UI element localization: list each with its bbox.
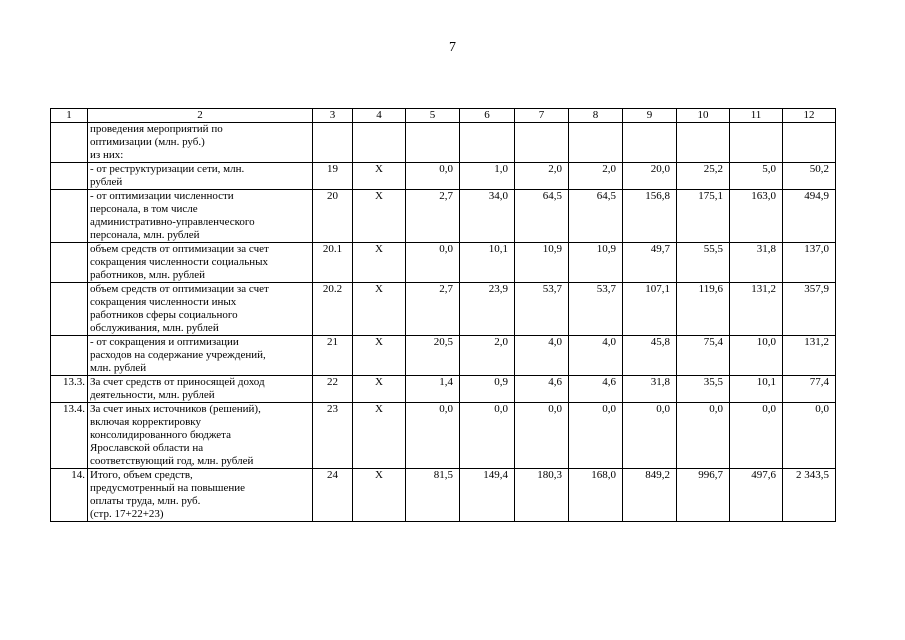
table-row xyxy=(51,283,836,336)
value-cell: 0,0 xyxy=(406,243,460,283)
x-mark: X xyxy=(353,190,406,243)
value-cell: 5,0 xyxy=(730,163,783,190)
value-cell: 0,0 xyxy=(460,403,515,469)
row-name-line: рублей xyxy=(90,176,123,188)
value-cell: 34,0 xyxy=(460,190,515,243)
row-name-line: проведения мероприятий по xyxy=(90,123,223,135)
line-code: 20.2 xyxy=(313,283,353,336)
value-cell: 131,2 xyxy=(730,283,783,336)
row-name-line: соответствующий год, млн. рублей xyxy=(90,455,254,467)
row-name-line: Итого, объем средств, xyxy=(90,469,193,481)
line-code: 22 xyxy=(313,376,353,403)
value-cell: 64,5 xyxy=(515,190,569,243)
value-cell: 163,0 xyxy=(730,190,783,243)
value-cell: 2,7 xyxy=(406,190,460,243)
value-cell: 137,0 xyxy=(783,243,836,283)
row-name-line: За счет иных источников (решений), xyxy=(90,403,261,415)
value-cell: 1,0 xyxy=(460,163,515,190)
page-number: 7 xyxy=(449,40,456,55)
value-cell: 10,1 xyxy=(730,376,783,403)
row-name-line: консолидированного бюджета xyxy=(90,429,231,441)
line-code: 20 xyxy=(313,190,353,243)
row-number xyxy=(51,190,88,243)
row-number xyxy=(51,336,88,376)
line-code: 20.1 xyxy=(313,243,353,283)
value-cell: 23,9 xyxy=(460,283,515,336)
row-name-line: объем средств от оптимизации за счет xyxy=(90,283,269,295)
table-row xyxy=(51,336,836,376)
value-cell: 10,0 xyxy=(730,336,783,376)
column-number-header: 5 xyxy=(406,109,460,123)
header-row xyxy=(51,109,836,123)
value-cell: 50,2 xyxy=(783,163,836,190)
value-cell: 35,5 xyxy=(677,376,730,403)
value-cell: 996,7 xyxy=(677,469,730,522)
column-number-header: 3 xyxy=(313,109,353,123)
column-number-header: 11 xyxy=(730,109,783,123)
value-cell: 0,0 xyxy=(406,403,460,469)
value-cell: 0,0 xyxy=(569,403,623,469)
value-cell xyxy=(406,123,460,163)
value-cell: 75,4 xyxy=(677,336,730,376)
table-row xyxy=(51,469,836,522)
row-name xyxy=(88,283,313,336)
value-cell: 357,9 xyxy=(783,283,836,336)
x-mark: X xyxy=(353,283,406,336)
table-body xyxy=(51,109,836,522)
value-cell: 20,5 xyxy=(406,336,460,376)
line-code: 24 xyxy=(313,469,353,522)
data-table xyxy=(50,108,836,522)
value-cell: 49,7 xyxy=(623,243,677,283)
value-cell: 0,9 xyxy=(460,376,515,403)
column-number-header: 4 xyxy=(353,109,406,123)
value-cell: 25,2 xyxy=(677,163,730,190)
column-number-header: 6 xyxy=(460,109,515,123)
row-name-line: оптимизации (млн. руб.) xyxy=(90,136,205,148)
value-cell: 494,9 xyxy=(783,190,836,243)
row-name-line: обслуживания, млн. рублей xyxy=(90,322,219,334)
row-number xyxy=(51,283,88,336)
column-number-header: 7 xyxy=(515,109,569,123)
table-row xyxy=(51,190,836,243)
row-name-line: работников сферы социального xyxy=(90,309,238,321)
column-number-header: 8 xyxy=(569,109,623,123)
row-number: 14. xyxy=(51,469,88,522)
row-name xyxy=(88,190,313,243)
value-cell: 180,3 xyxy=(515,469,569,522)
x-mark: X xyxy=(353,243,406,283)
value-cell: 4,6 xyxy=(515,376,569,403)
value-cell: 107,1 xyxy=(623,283,677,336)
column-number-header: 9 xyxy=(623,109,677,123)
value-cell: 2 343,5 xyxy=(783,469,836,522)
row-name-line: предусмотренный на повышение xyxy=(90,482,246,494)
table-row xyxy=(51,163,836,190)
value-cell: 77,4 xyxy=(783,376,836,403)
value-cell: 81,5 xyxy=(406,469,460,522)
row-name xyxy=(88,243,313,283)
line-code: 23 xyxy=(313,403,353,469)
value-cell: 0,0 xyxy=(515,403,569,469)
row-name-line: административно-управленческого xyxy=(90,216,255,228)
value-cell: 4,0 xyxy=(515,336,569,376)
value-cell: 53,7 xyxy=(515,283,569,336)
row-number: 13.3. xyxy=(51,376,88,403)
row-name-line: Ярославской области на xyxy=(90,442,204,454)
row-name-line: - от оптимизации численности xyxy=(90,190,234,202)
row-number xyxy=(51,243,88,283)
row-name-line: из них: xyxy=(90,149,124,161)
table-row xyxy=(51,403,836,469)
value-cell: 0,0 xyxy=(730,403,783,469)
column-number-header: 2 xyxy=(88,109,313,123)
value-cell: 53,7 xyxy=(569,283,623,336)
x-mark: X xyxy=(353,403,406,469)
value-cell xyxy=(783,123,836,163)
value-cell: 2,7 xyxy=(406,283,460,336)
value-cell xyxy=(677,123,730,163)
row-number xyxy=(51,123,88,163)
line-code: 19 xyxy=(313,163,353,190)
column-number-header: 12 xyxy=(783,109,836,123)
value-cell: 0,0 xyxy=(623,403,677,469)
value-cell: 10,9 xyxy=(515,243,569,283)
value-cell: 0,0 xyxy=(783,403,836,469)
row-number: 13.4. xyxy=(51,403,88,469)
value-cell xyxy=(460,123,515,163)
row-name-line: персонала, млн. рублей xyxy=(90,229,200,241)
row-name-line: млн. рублей xyxy=(90,362,147,374)
row-name xyxy=(88,336,313,376)
table-row xyxy=(51,376,836,403)
value-cell: 497,6 xyxy=(730,469,783,522)
row-name-line: (стр. 17+22+23) xyxy=(90,508,164,520)
value-cell: 64,5 xyxy=(569,190,623,243)
row-name-line: работников, млн. рублей xyxy=(90,269,206,281)
value-cell xyxy=(730,123,783,163)
x-mark: X xyxy=(353,336,406,376)
value-cell: 10,1 xyxy=(460,243,515,283)
value-cell: 119,6 xyxy=(677,283,730,336)
value-cell: 168,0 xyxy=(569,469,623,522)
value-cell: 131,2 xyxy=(783,336,836,376)
value-cell: 31,8 xyxy=(623,376,677,403)
row-name-line: - от реструктуризации сети, млн. xyxy=(90,163,245,175)
x-mark: X xyxy=(353,163,406,190)
table-row xyxy=(51,123,836,163)
row-name xyxy=(88,469,313,522)
value-cell: 45,8 xyxy=(623,336,677,376)
column-number-header: 10 xyxy=(677,109,730,123)
row-name-line: За счет средств от приносящей доход xyxy=(90,376,265,388)
x-mark: X xyxy=(353,376,406,403)
value-cell: 849,2 xyxy=(623,469,677,522)
row-name xyxy=(88,163,313,190)
line-code xyxy=(313,123,353,163)
value-cell: 55,5 xyxy=(677,243,730,283)
row-name-line: - от сокращения и оптимизации xyxy=(90,336,239,348)
value-cell xyxy=(569,123,623,163)
value-cell xyxy=(623,123,677,163)
value-cell: 10,9 xyxy=(569,243,623,283)
value-cell: 4,6 xyxy=(569,376,623,403)
value-cell: 1,4 xyxy=(406,376,460,403)
row-name xyxy=(88,403,313,469)
value-cell xyxy=(515,123,569,163)
row-name-line: расходов на содержание учреждений, xyxy=(90,349,266,361)
value-cell: 2,0 xyxy=(460,336,515,376)
row-name-line: сокращения численности социальных xyxy=(90,256,269,268)
row-name-line: оплаты труда, млн. руб. xyxy=(90,495,201,507)
row-name-line: объем средств от оптимизации за счет xyxy=(90,243,269,255)
value-cell: 0,0 xyxy=(406,163,460,190)
value-cell: 0,0 xyxy=(677,403,730,469)
x-mark: X xyxy=(353,469,406,522)
row-name-line: сокращения численности иных xyxy=(90,296,237,308)
row-number xyxy=(51,163,88,190)
table-row xyxy=(51,243,836,283)
value-cell: 2,0 xyxy=(569,163,623,190)
x-mark xyxy=(353,123,406,163)
row-name xyxy=(88,376,313,403)
value-cell: 175,1 xyxy=(677,190,730,243)
value-cell: 4,0 xyxy=(569,336,623,376)
value-cell: 2,0 xyxy=(515,163,569,190)
value-cell: 156,8 xyxy=(623,190,677,243)
value-cell: 20,0 xyxy=(623,163,677,190)
value-cell: 31,8 xyxy=(730,243,783,283)
column-number-header: 1 xyxy=(51,109,88,123)
row-name-line: персонала, в том числе xyxy=(90,203,198,215)
line-code: 21 xyxy=(313,336,353,376)
value-cell: 149,4 xyxy=(460,469,515,522)
row-name xyxy=(88,123,313,163)
row-name-line: включая корректировку xyxy=(90,416,201,428)
row-name-line: деятельности, млн. рублей xyxy=(90,389,215,401)
